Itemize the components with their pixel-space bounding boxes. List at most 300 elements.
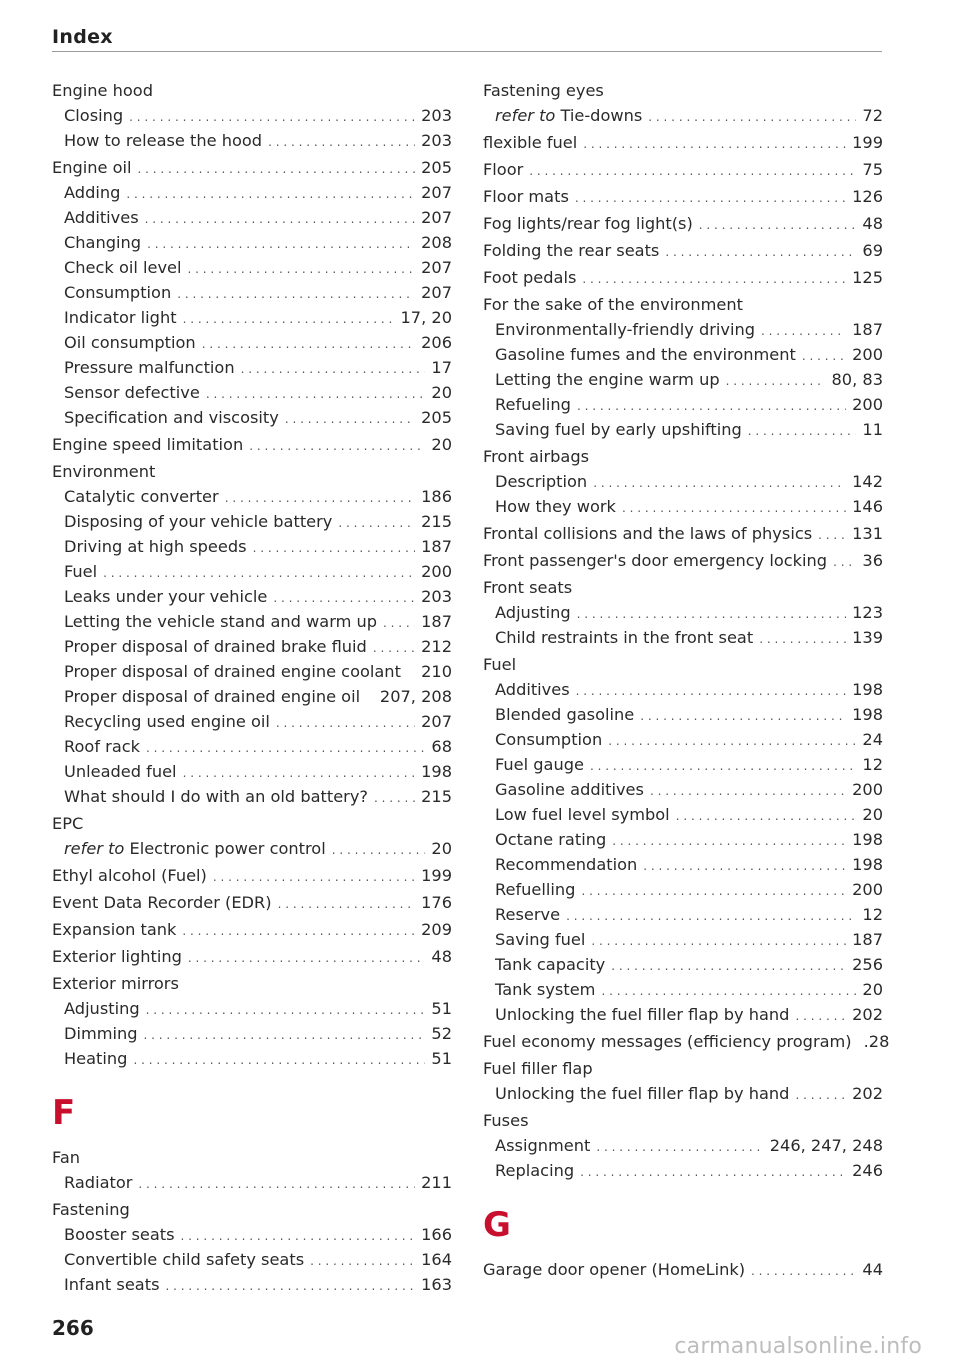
index-term: Replacing <box>495 1161 575 1180</box>
index-column-left <box>52 76 452 1297</box>
index-term: Driving at high speeds <box>64 537 247 556</box>
dot-leader <box>665 240 856 265</box>
dot-leader <box>566 904 856 929</box>
dot-leader <box>129 105 415 130</box>
index-term: Adding <box>64 183 121 202</box>
index-subentry[interactable] <box>52 355 452 380</box>
page-reference[interactable]: 187 <box>421 612 452 631</box>
dot-leader <box>276 711 415 736</box>
dot-leader <box>278 892 416 917</box>
watermark: carmanualsonline.info <box>674 1334 922 1359</box>
index-subentry[interactable] <box>483 317 883 342</box>
page-reference[interactable]: 20 <box>862 805 883 824</box>
index-term: Foot pedals <box>483 268 577 287</box>
page-reference[interactable]: 207 <box>421 208 452 227</box>
dot-leader <box>206 382 426 407</box>
index-heading: Engine hood <box>52 81 153 100</box>
dot-leader <box>726 369 826 394</box>
dot-leader <box>373 636 415 661</box>
page-reference[interactable]: 210 <box>421 662 452 681</box>
index-heading: For the sake of the environment <box>483 295 743 314</box>
index-subentry[interactable] <box>52 280 452 305</box>
dot-leader <box>147 232 415 257</box>
page-reference[interactable]: 36 <box>862 551 883 570</box>
index-subentry[interactable] <box>52 405 452 430</box>
page-reference[interactable]: 215 <box>421 787 452 806</box>
index-subentry[interactable] <box>52 836 452 861</box>
index-subentry[interactable] <box>483 777 883 802</box>
index-term: Unleaded fuel <box>64 762 177 781</box>
index-heading: Front seats <box>483 578 573 597</box>
index-term: Dimming <box>64 1024 138 1043</box>
dot-leader <box>576 679 846 704</box>
index-term: Closing <box>64 106 124 125</box>
dot-leader <box>581 879 846 904</box>
dot-leader <box>166 1274 416 1299</box>
index-term: Fuel <box>64 562 98 581</box>
dot-leader <box>183 761 416 786</box>
page-reference[interactable]: 207 <box>421 258 452 277</box>
page-reference[interactable]: 146 <box>852 497 883 516</box>
dot-leader <box>795 1004 846 1029</box>
dot-leader <box>529 159 856 184</box>
index-subentry[interactable] <box>483 702 883 727</box>
page-reference[interactable]: 203 <box>421 587 452 606</box>
page-reference[interactable]: 256 <box>852 955 883 974</box>
page-reference[interactable]: 20 <box>431 383 452 402</box>
index-subentry[interactable] <box>483 1081 883 1106</box>
page-reference[interactable]: 68 <box>431 737 452 756</box>
index-entry[interactable] <box>483 548 883 573</box>
index-subentry[interactable] <box>52 1046 452 1071</box>
index-subentry[interactable] <box>52 230 452 255</box>
index-subentry[interactable] <box>52 784 452 809</box>
page-reference[interactable]: 17, 20 <box>400 308 452 327</box>
index-term-text: Tie-downs <box>560 106 643 125</box>
page-reference[interactable]: 69 <box>862 241 883 260</box>
index-term: Leaks under your vehicle <box>64 587 268 606</box>
index-subentry[interactable] <box>483 927 883 952</box>
index-term: Radiator <box>64 1173 133 1192</box>
index-term: What should I do with an old battery? <box>64 787 369 806</box>
dot-leader <box>577 394 846 419</box>
page-reference[interactable]: 202 <box>852 1005 883 1024</box>
index-subentry[interactable] <box>52 305 452 330</box>
dot-leader <box>580 1160 846 1185</box>
index-heading: Exterior mirrors <box>52 974 179 993</box>
index-subentry[interactable] <box>52 1272 452 1297</box>
index-term: Pressure malfunction <box>64 358 235 377</box>
page-reference[interactable]: 200 <box>852 880 883 899</box>
page-reference[interactable]: 246 <box>852 1161 883 1180</box>
index-subentry[interactable] <box>52 509 452 534</box>
index-subentry[interactable] <box>483 103 883 128</box>
index-subentry[interactable] <box>483 494 883 519</box>
index-term: Child restraints in the front seat <box>495 628 754 647</box>
page-reference[interactable]: 125 <box>852 268 883 287</box>
dot-leader <box>761 319 846 344</box>
index-subentry[interactable] <box>52 330 452 355</box>
index-subentry[interactable] <box>483 877 883 902</box>
dot-leader <box>213 865 415 890</box>
index-entry[interactable] <box>483 1029 890 1054</box>
page-reference[interactable]: 163 <box>421 1275 452 1294</box>
index-entry[interactable] <box>52 890 452 915</box>
index-term: Consumption <box>64 283 172 302</box>
index-subentry[interactable] <box>52 1021 452 1046</box>
page-reference[interactable]: 187 <box>852 930 883 949</box>
page-reference[interactable]: 207 <box>421 183 452 202</box>
dot-leader <box>596 1135 763 1160</box>
page-reference[interactable]: 205 <box>421 158 452 177</box>
dot-leader <box>575 186 846 211</box>
page-reference[interactable]: 198 <box>421 762 452 781</box>
page-reference[interactable]: 208 <box>421 233 452 252</box>
dot-leader <box>622 496 846 521</box>
index-heading: Fuel filler flap <box>483 1059 593 1078</box>
dot-leader <box>818 523 846 548</box>
dot-leader <box>650 779 846 804</box>
index-subentry[interactable] <box>52 659 452 684</box>
index-subentry[interactable] <box>52 534 452 559</box>
page-number: 266 <box>52 1316 94 1340</box>
page-reference[interactable]: 11 <box>862 420 883 439</box>
index-subentry[interactable] <box>483 625 883 650</box>
page-reference[interactable]: 12 <box>862 905 883 924</box>
index-term: Booster seats <box>64 1225 175 1244</box>
index-subentry[interactable] <box>52 996 452 1021</box>
index-term: Frontal collisions and the laws of physics <box>483 524 813 543</box>
index-term: Fuel economy messages (efficiency program) <box>483 1032 852 1051</box>
page-reference[interactable]: 200 <box>852 345 883 364</box>
index-term: Saving fuel <box>495 930 586 949</box>
dot-leader <box>383 611 415 636</box>
index-column-right <box>483 76 890 1282</box>
dot-leader <box>748 419 857 444</box>
index-subentry[interactable] <box>483 802 883 827</box>
index-heading: Front airbags <box>483 447 590 466</box>
dot-leader <box>802 344 846 369</box>
page-reference[interactable]: 142 <box>852 472 883 491</box>
index-term: Roof rack <box>64 737 141 756</box>
page-reference[interactable]: 126 <box>852 187 883 206</box>
page-reference[interactable]: 131 <box>852 524 883 543</box>
index-term: Fog lights/rear fog light(s) <box>483 214 693 233</box>
index-subentry[interactable] <box>483 952 883 977</box>
dot-leader <box>577 602 846 627</box>
index-term: Folding the rear seats <box>483 241 660 260</box>
index-subentry[interactable] <box>483 367 883 392</box>
index-entry[interactable] <box>483 130 883 155</box>
index-subentry[interactable] <box>52 684 452 709</box>
page-reference[interactable]: 48 <box>431 947 452 966</box>
index-term: Specification and viscosity <box>64 408 279 427</box>
index-subentry[interactable] <box>52 180 452 205</box>
index-term-text: Electronic power control <box>129 839 326 858</box>
index-subentry[interactable] <box>483 417 883 442</box>
page-reference[interactable]: 198 <box>852 680 883 699</box>
index-term: Description <box>495 472 588 491</box>
dot-leader <box>608 729 856 754</box>
index-subentry[interactable] <box>52 128 452 153</box>
dot-leader <box>833 550 856 575</box>
page-reference[interactable]: 187 <box>852 320 883 339</box>
index-term <box>495 103 642 128</box>
index-term: How they work <box>495 497 616 516</box>
page-reference[interactable]: 75 <box>862 160 883 179</box>
index-term: Front passenger's door emergency locking <box>483 551 828 570</box>
index-subentry[interactable] <box>52 205 452 230</box>
page-reference[interactable]: 51 <box>431 999 452 1018</box>
index-term: Floor <box>483 160 524 179</box>
page-reference[interactable]: 187 <box>421 537 452 556</box>
page-reference[interactable]: 212 <box>421 637 452 656</box>
index-term: Event Data Recorder (EDR) <box>52 893 272 912</box>
dot-leader <box>643 854 846 879</box>
dot-leader <box>188 946 426 971</box>
page-reference[interactable]: 198 <box>852 705 883 724</box>
index-entry[interactable] <box>483 238 883 263</box>
page-reference[interactable]: 51 <box>431 1049 452 1068</box>
dot-leader <box>582 267 846 292</box>
index-entry[interactable] <box>483 265 883 290</box>
index-term: Sensor defective <box>64 383 200 402</box>
index-subentry[interactable] <box>52 1170 452 1195</box>
index-subentry[interactable] <box>52 103 452 128</box>
index-term: Letting the vehicle stand and warm up <box>64 612 378 631</box>
index-term: Proper disposal of drained brake fluid <box>64 637 367 656</box>
index-term: Assignment <box>495 1136 591 1155</box>
page-reference[interactable]: 246, 247, 248 <box>769 1136 883 1155</box>
index-term: Engine oil <box>52 158 132 177</box>
index-entry[interactable] <box>483 1257 883 1282</box>
index-term: Fuel gauge <box>495 755 584 774</box>
dot-leader <box>611 954 846 979</box>
dot-leader <box>338 511 415 536</box>
index-entry[interactable] <box>52 432 452 457</box>
dot-leader <box>751 1259 856 1284</box>
index-term: Saving fuel by early upshifting <box>495 420 742 439</box>
page-reference[interactable]: 139 <box>852 628 883 647</box>
page-reference[interactable]: 203 <box>421 106 452 125</box>
refer-to-prefix: refer to <box>495 106 556 125</box>
page-reference[interactable]: 20 <box>431 435 452 454</box>
index-subentry[interactable] <box>483 1158 883 1183</box>
index-term: Exterior lighting <box>52 947 182 966</box>
page-reference[interactable]: 80, 83 <box>831 370 883 389</box>
page-reference[interactable]: 72 <box>862 106 883 125</box>
index-subentry[interactable] <box>52 1247 452 1272</box>
index-term: Refuelling <box>495 880 576 899</box>
page-reference[interactable]: 123 <box>852 603 883 622</box>
index-term: Low fuel level symbol <box>495 805 670 824</box>
index-heading: Fan <box>52 1148 81 1167</box>
index-heading: Fastening eyes <box>483 81 604 100</box>
index-term: Adjusting <box>495 603 571 622</box>
index-subentry[interactable] <box>483 1002 883 1027</box>
index-term: Tank system <box>495 980 596 999</box>
page-reference[interactable]: 211 <box>421 1173 452 1192</box>
index-subentry[interactable] <box>483 827 883 852</box>
index-subentry[interactable] <box>483 342 883 367</box>
section-letter-g: G <box>483 1205 511 1245</box>
index-term <box>64 836 326 861</box>
index-entry[interactable] <box>483 521 883 546</box>
page-title: Index <box>52 26 113 48</box>
page-reference[interactable]: 52 <box>431 1024 452 1043</box>
dot-leader <box>181 1224 416 1249</box>
page-reference[interactable]: 24 <box>862 730 883 749</box>
index-subentry[interactable] <box>483 902 883 927</box>
page-reference[interactable]: 20 <box>431 839 452 858</box>
index-subentry[interactable] <box>483 1133 883 1158</box>
dot-leader <box>144 1023 426 1048</box>
dot-leader <box>590 754 856 779</box>
index-subentry[interactable] <box>52 634 452 659</box>
page-reference[interactable]: 17 <box>431 358 452 377</box>
page-reference[interactable]: 176 <box>421 893 452 912</box>
dot-leader <box>253 536 416 561</box>
index-term: How to release the hood <box>64 131 263 150</box>
index-term: Changing <box>64 233 142 252</box>
index-subentry[interactable] <box>483 600 883 625</box>
dot-leader <box>601 979 856 1004</box>
index-term: Engine speed limitation <box>52 435 244 454</box>
index-term: Blended gasoline <box>495 705 635 724</box>
page-reference[interactable]: 202 <box>852 1084 883 1103</box>
dot-leader <box>145 207 415 232</box>
dot-leader <box>332 838 426 863</box>
page-reference[interactable]: 200 <box>852 780 883 799</box>
index-entry[interactable] <box>483 184 883 209</box>
index-subentry[interactable] <box>483 977 883 1002</box>
index-term: Gasoline additives <box>495 780 644 799</box>
page-reference[interactable]: 215 <box>421 512 452 531</box>
index-term: Adjusting <box>64 999 140 1018</box>
index-term: Additives <box>495 680 570 699</box>
index-term: Catalytic converter <box>64 487 219 506</box>
dot-leader <box>126 182 415 207</box>
index-heading: Fuel <box>483 655 517 674</box>
dot-leader <box>648 105 856 130</box>
index-subentry[interactable] <box>483 677 883 702</box>
dot-leader <box>138 157 416 182</box>
dot-leader <box>699 213 857 238</box>
dot-leader <box>183 307 395 332</box>
index-term: Octane rating <box>495 830 607 849</box>
index-heading: Environment <box>52 462 156 481</box>
dot-leader <box>285 407 415 432</box>
page-reference[interactable]: 199 <box>852 133 883 152</box>
dot-leader <box>612 829 846 854</box>
index-term: Recycling used engine oil <box>64 712 270 731</box>
index-subentry[interactable] <box>52 1222 452 1247</box>
page-reference[interactable]: 198 <box>852 830 883 849</box>
index-subentry[interactable] <box>52 559 452 584</box>
index-heading: Fuses <box>483 1111 529 1130</box>
page-reference[interactable]: 186 <box>421 487 452 506</box>
page-reference[interactable]: 198 <box>852 855 883 874</box>
index-heading: EPC <box>52 814 84 833</box>
index-subentry[interactable] <box>52 609 452 634</box>
dot-leader <box>138 1172 415 1197</box>
index-term: Proper disposal of drained engine coolant <box>64 662 401 681</box>
dot-leader <box>177 282 415 307</box>
page-reference[interactable]: 205 <box>421 408 452 427</box>
index-subentry[interactable] <box>52 584 452 609</box>
page-reference[interactable]: .28 <box>863 1032 890 1051</box>
page-reference[interactable]: 200 <box>852 395 883 414</box>
index-subentry[interactable] <box>52 380 452 405</box>
index-term: Additives <box>64 208 139 227</box>
index-term: Unlocking the fuel filler flap by hand <box>495 1084 790 1103</box>
page-reference[interactable]: 166 <box>421 1225 452 1244</box>
dot-leader <box>187 257 415 282</box>
page-reference[interactable]: 207, 208 <box>379 687 452 706</box>
section-letter-f: F <box>52 1093 76 1133</box>
index-subentry[interactable] <box>483 469 883 494</box>
dot-leader <box>241 357 426 382</box>
refer-to-prefix: refer to <box>64 839 125 858</box>
dot-leader <box>640 704 846 729</box>
page-reference[interactable]: 206 <box>421 333 452 352</box>
page-reference[interactable]: 209 <box>421 920 452 939</box>
index-entry[interactable] <box>52 944 452 969</box>
dot-leader <box>133 1048 425 1073</box>
index-entry[interactable] <box>52 155 452 180</box>
page-reference[interactable]: 20 <box>862 980 883 999</box>
page-reference[interactable]: 48 <box>862 214 883 233</box>
index-term: Infant seats <box>64 1275 160 1294</box>
index-term: Proper disposal of drained engine oil <box>64 687 361 706</box>
index-term: Indicator light <box>64 308 177 327</box>
index-entry[interactable] <box>52 863 452 888</box>
index-subentry[interactable] <box>483 852 883 877</box>
index-subentry[interactable] <box>52 759 452 784</box>
page-reference[interactable]: 12 <box>862 755 883 774</box>
dot-leader <box>268 130 415 155</box>
index-subentry[interactable] <box>483 727 883 752</box>
index-subentry[interactable] <box>52 484 452 509</box>
dot-leader <box>146 998 426 1023</box>
index-subentry[interactable] <box>483 752 883 777</box>
index-term: Garage door opener (HomeLink) <box>483 1260 746 1279</box>
page-reference[interactable]: 199 <box>421 866 452 885</box>
index-subentry[interactable] <box>52 255 452 280</box>
dot-leader <box>591 929 846 954</box>
dot-leader <box>593 471 846 496</box>
dot-leader <box>225 486 415 511</box>
page-reference[interactable]: 203 <box>421 131 452 150</box>
dot-leader <box>759 627 846 652</box>
page-reference[interactable]: 200 <box>421 562 452 581</box>
dot-leader <box>146 736 425 761</box>
index-subentry[interactable] <box>52 709 452 734</box>
index-subentry[interactable] <box>483 392 883 417</box>
index-entry[interactable] <box>483 157 883 182</box>
index-entry[interactable] <box>52 917 452 942</box>
page-reference[interactable]: 44 <box>862 1260 883 1279</box>
index-term: Gasoline fumes and the environment <box>495 345 796 364</box>
page-reference[interactable]: 164 <box>421 1250 452 1269</box>
index-term: Floor mats <box>483 187 569 206</box>
index-entry[interactable] <box>483 211 883 236</box>
page-reference[interactable]: 207 <box>421 712 452 731</box>
index-term: flexible fuel <box>483 133 578 152</box>
page-reference[interactable]: 207 <box>421 283 452 302</box>
dot-leader <box>249 434 425 459</box>
index-subentry[interactable] <box>52 734 452 759</box>
